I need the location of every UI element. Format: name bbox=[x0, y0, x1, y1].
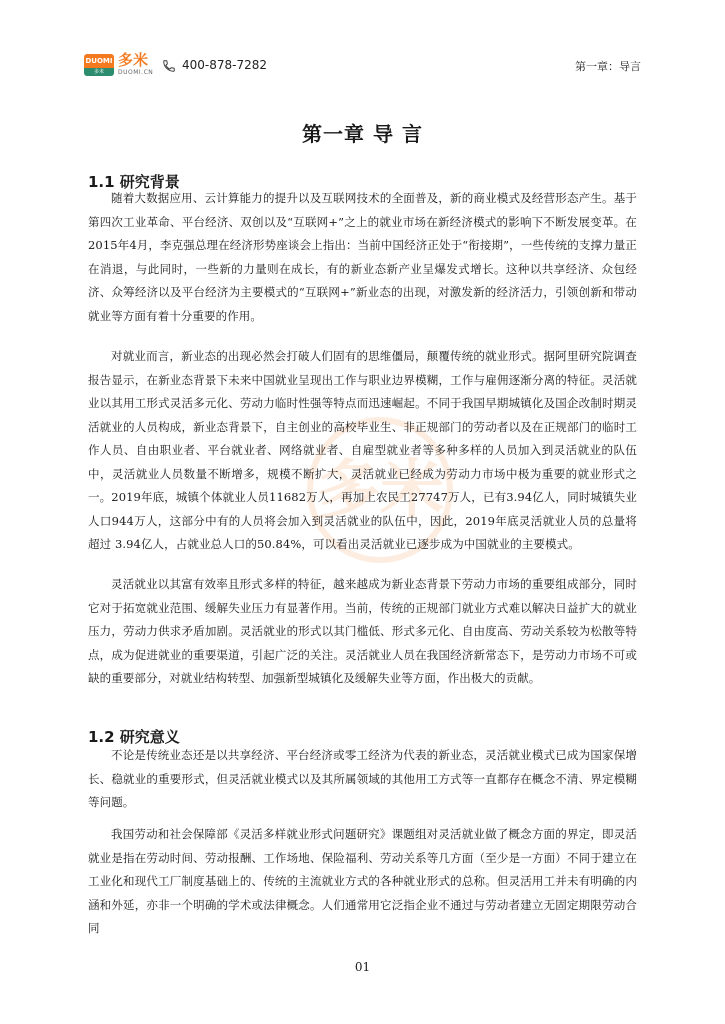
section-heading-background: 1.1 研究背景 bbox=[88, 173, 180, 191]
phone-number: 400-878-7282 bbox=[182, 58, 268, 72]
logo-subtitle: DUOMI.CN bbox=[118, 69, 154, 76]
chapter-tag: 第一章：导言 bbox=[575, 60, 641, 73]
chapter-title: 第一章 导 言 bbox=[302, 122, 423, 146]
logo-badge bbox=[84, 54, 114, 76]
section-heading-significance: 1.2 研究意义 bbox=[88, 728, 180, 746]
paragraph: 灵活就业以其富有效率且形式多样的特征，越来越成为新业态背景下劳动力市场的重要组成部分，同时它对于拓宽就业范围、缓解失业压力有显著作用。当前，传统的正规部门就业方式难以解决日益扩大的就业压力，劳动力供求矛盾加剧。灵活就业的形式以其门槛低、形式多元化、自由度高、劳动关系较为松散等特点，成为促进就业的重要渠道，引起广泛的关注。灵活就业人员在我国经济新常态下，是劳动力市场不可或缺的重要部分，对就业结构转型、加强新型城镇化及缓解失业等方面，作出极大的贡献。 bbox=[88, 577, 637, 685]
paragraph: 对就业而言，新业态的出现必然会打破人们固有的思维僵局，颠覆传统的就业形式。据阿里研究院调查报告显示，在新业态背景下未来中国就业呈现出工作与职业边界模糊，工作与雇佣逐渐分离的特征。灵活就业以其用工形式灵活多元化、劳动力临时性强等特点而迅速崛起。不同于我国早期城镇化及国企改制时期灵活就业的人员构成，新业态背景下，自主创业的高校毕业生、非正规部门的劳动者以及在正规部门的临时工作人员、自由职业者、平台就业者、网络就业者、自雇型就业者等多种多样的人员加入到灵活就业的队伍中，灵活就业人员数量不断增多，规模不断扩大，灵活就业已经成为劳动力市场中极为重要的就业形式之一。2019年底，城镇个体就业人员11682万人，再加上农民工27747万人，已有3.94亿人，同时城镇失业人口944万人，这部分中有的人员将会加入到灵活就业的队伍中，因此，2019年底灵活就业人员的总量将超过 3.94亿人，占就业总人口的50.84%，可以看出灵活就业已逐步成为中国就业的主要模式。 bbox=[88, 349, 637, 551]
page-number: 01 bbox=[354, 960, 371, 974]
phone-icon bbox=[162, 59, 176, 73]
paragraph: 我国劳动和社会保障部《灵活多样就业形式问题研究》课题组对灵活就业做了概念方面的界定，即灵活就业是指在劳动时间、劳动报酬、工作场地、保险福利、劳动关系等几方面（至少是一方面）不同于建立在工业化和现代工厂制度基础上的、传统的主流就业方式的各种就业形式的总称。但灵活用工并未有明确的内涵和外延，亦非一个明确的学术或法律概念。人们通常用它泛指企业不通过与劳动者建立无固定期限劳动合同 bbox=[88, 827, 637, 935]
watermark-text: 多米 bbox=[316, 454, 444, 528]
logo-badge-top: DUOMI bbox=[84, 54, 114, 68]
logo-badge-bottom: 多米 bbox=[84, 68, 114, 76]
page-header bbox=[84, 50, 641, 80]
paragraph: 随着大数据应用、云计算能力的提升以及互联网技术的全面普及，新的商业模式及经营形态产生。基于第四次工业革命、平台经济、双创以及“互联网+”之上的就业市场在新经济模式的影响下不断发展变革。在2015年4月，李克强总理在经济形势座谈会上指出：当前中国经济正处于“衔接期”，一些传统的支撑力量正在消退，与此同时，一些新的力量则在成长，有的新业态新产业呈爆发式增长。这种以共享经济、众包经济、众筹经济以及平台经济为主要模式的“互联网+”新业态的出现，对激发新的经济活力，引领创新和带动就业等方面有着十分重要的作用。 bbox=[88, 191, 637, 323]
paragraph: 不论是传统业态还是以共享经济、平台经济或零工经济为代表的新业态，灵活就业模式已成为国家保增长、稳就业的重要形式，但灵活就业模式以及其所属领域的其他用工方式等一直都存在概念不清、界定模糊等问题。 bbox=[88, 748, 637, 809]
logo-text: 多米 bbox=[118, 51, 149, 69]
